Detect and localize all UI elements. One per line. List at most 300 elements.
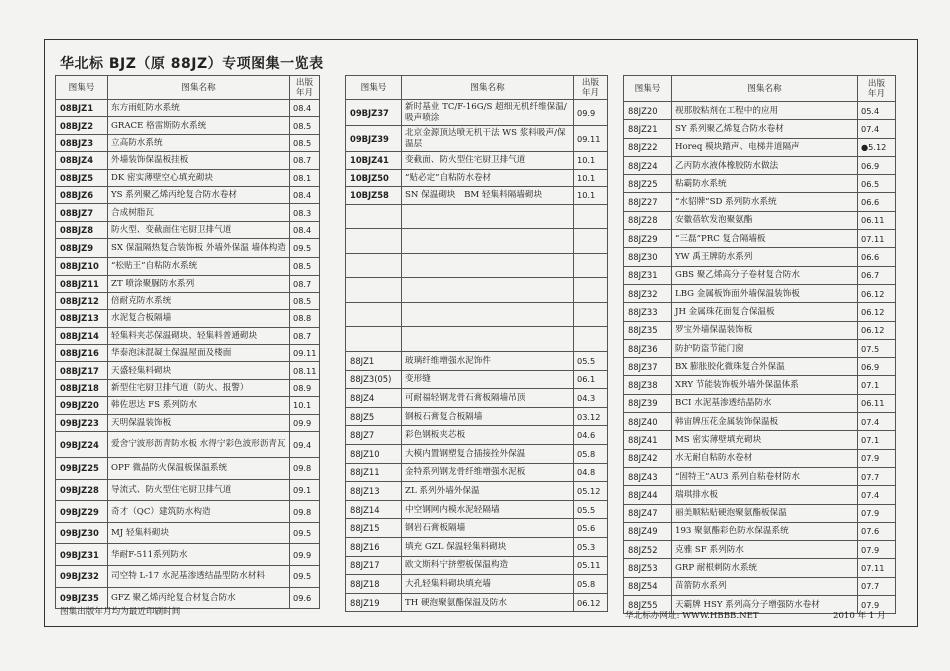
- table-row: [346, 593, 608, 612]
- publish-date: 09.8: [290, 501, 320, 523]
- atlas-code: 88JZ4: [346, 389, 402, 408]
- table-row: [624, 211, 896, 229]
- atlas-code: 88JZ11: [346, 463, 402, 482]
- publish-date: 06.11: [858, 394, 896, 412]
- publish-date: 07.9: [858, 449, 896, 467]
- table-row: [56, 169, 320, 186]
- atlas-name: DK 密实薄壁空心填充砌块: [108, 169, 290, 186]
- table-row: [56, 432, 320, 458]
- atlas-name: TH 硬泡聚氨酯保温及防水: [402, 593, 574, 612]
- table-row: [56, 479, 320, 501]
- col-header-name: 图集名称: [402, 76, 574, 100]
- atlas-code: 88JZ39: [624, 394, 672, 412]
- col-header-name: 图集名称: [672, 76, 858, 102]
- atlas-code: 88JZ29: [624, 230, 672, 248]
- publish-date: 06.12: [858, 321, 896, 339]
- atlas-name: 钢岩石膏板隔墙: [402, 519, 574, 538]
- empty-cell: [346, 327, 402, 352]
- table-row: [56, 544, 320, 566]
- empty-cell: [402, 253, 574, 278]
- atlas-code: 08BJZ11: [56, 275, 108, 292]
- table-row: [624, 102, 896, 120]
- empty-cell: [346, 278, 402, 303]
- publish-date: 08.5: [290, 258, 320, 275]
- table-row: [346, 389, 608, 408]
- atlas-code: 88JZ52: [624, 541, 672, 559]
- table-row: [624, 303, 896, 321]
- empty-cell: [402, 229, 574, 254]
- table-row: [624, 248, 896, 266]
- publish-date: 04.6: [574, 426, 608, 445]
- publish-date: 06.11: [858, 211, 896, 229]
- atlas-name: YS 系列聚乙烯丙纶复合防水卷材: [108, 186, 290, 203]
- empty-cell: [402, 204, 574, 229]
- atlas-name: 变截面、防火型住宅厨卫排气道: [402, 152, 574, 170]
- publish-date: 07.1: [858, 431, 896, 449]
- publish-date: 06.6: [858, 248, 896, 266]
- table-row: [346, 519, 608, 538]
- publish-date: 09.11: [290, 345, 320, 362]
- table-row: [56, 379, 320, 396]
- atlas-name: 彩色钢板夹芯板: [402, 426, 574, 445]
- publish-date: 07.7: [858, 467, 896, 485]
- publish-date: 06.12: [858, 303, 896, 321]
- atlas-code: 08BJZ18: [56, 379, 108, 396]
- table-row: [346, 463, 608, 482]
- table-row: [624, 431, 896, 449]
- atlas-code: 88JZ35: [624, 321, 672, 339]
- atlas-name: Horeq 模块踏声、电梯井道隔声: [672, 138, 858, 156]
- col-header-code: 图集号: [624, 76, 672, 102]
- publish-date: 06.12: [574, 593, 608, 612]
- publish-date: 05.4: [858, 102, 896, 120]
- atlas-name: 玻璃纤维增强水泥饰件: [402, 352, 574, 371]
- publish-date: 03.12: [574, 407, 608, 426]
- atlas-name: GRP 耐根刺防水系统: [672, 559, 858, 577]
- website-note: 华北标办网址: WWW.HBBB.NET: [625, 611, 759, 621]
- atlas-code: 88JZ42: [624, 449, 672, 467]
- publish-date: 07.11: [858, 230, 896, 248]
- empty-cell: [402, 327, 574, 352]
- publish-date: 08.3: [290, 204, 320, 221]
- table-row: [346, 538, 608, 557]
- table-row: [56, 345, 320, 362]
- atlas-code: 88JZ14: [346, 500, 402, 519]
- atlas-table-3: [623, 75, 896, 614]
- publish-date: 09.9: [290, 544, 320, 566]
- table-header-row: [56, 76, 320, 100]
- atlas-code: 88JZ10: [346, 445, 402, 464]
- table-row: [56, 275, 320, 292]
- publish-date: 05.5: [574, 352, 608, 371]
- atlas-code: 09BJZ37: [346, 100, 402, 126]
- atlas-code: 08BJZ8: [56, 221, 108, 238]
- atlas-code: 88JZ49: [624, 522, 672, 540]
- table-row: [56, 152, 320, 169]
- empty-cell: [402, 278, 574, 303]
- table-row: [56, 566, 320, 588]
- publish-date: 08.5: [290, 292, 320, 309]
- atlas-code: 88JZ27: [624, 193, 672, 211]
- atlas-code: 88JZ36: [624, 339, 672, 357]
- table-row: [624, 504, 896, 522]
- publish-date: 08.4: [290, 186, 320, 203]
- atlas-code: 88JZ7: [346, 426, 402, 445]
- atlas-code: 09BJZ35: [56, 587, 108, 609]
- atlas-code: 09BJZ24: [56, 432, 108, 458]
- publish-date: 10.1: [574, 169, 608, 187]
- table-row-blank: [346, 327, 608, 352]
- col-header-date: 出版 年月: [574, 76, 608, 100]
- atlas-name: 苗箭防水系列: [672, 577, 858, 595]
- atlas-name: “固特王”AU3 系列自粘卷材防水: [672, 467, 858, 485]
- atlas-code: 09BJZ25: [56, 458, 108, 480]
- atlas-name: 可耐福轻钢龙骨石膏板隔墙吊顶: [402, 389, 574, 408]
- table-row: [624, 266, 896, 284]
- atlas-code: 88JZ43: [624, 467, 672, 485]
- publish-date: 07.9: [858, 541, 896, 559]
- table-row: [624, 559, 896, 577]
- atlas-name: 天盛轻集料砌块: [108, 362, 290, 379]
- empty-cell: [574, 327, 608, 352]
- atlas-name: 倍耐克防水系统: [108, 292, 290, 309]
- table-row: [56, 327, 320, 344]
- publish-date: 09.5: [290, 239, 320, 258]
- publish-date: 07.5: [858, 339, 896, 357]
- table-row: [56, 522, 320, 544]
- table-row: [56, 292, 320, 309]
- publish-date: 10.1: [574, 152, 608, 170]
- atlas-name: MJ 轻集料砌块: [108, 522, 290, 544]
- table-row-blank: [346, 302, 608, 327]
- atlas-name: 奇才（QC）建筑防水构造: [108, 501, 290, 523]
- issue-date: 2010 年 1 月: [833, 611, 886, 621]
- publish-date: 07.7: [858, 577, 896, 595]
- table-row: [624, 321, 896, 339]
- table-row: [56, 458, 320, 480]
- atlas-name: SY 系列聚乙烯复合防水卷材: [672, 120, 858, 138]
- atlas-table-1: [55, 75, 320, 609]
- atlas-name: 变形缝: [402, 370, 574, 389]
- table-header-row: [624, 76, 896, 102]
- publish-date: 05.12: [574, 482, 608, 501]
- atlas-name: 导流式、防火型住宅厨卫排气道: [108, 479, 290, 501]
- table-header-row: [346, 76, 608, 100]
- atlas-code: 88JZ22: [624, 138, 672, 156]
- atlas-name: ZT 喷涂聚脲防水系列: [108, 275, 290, 292]
- footnote: 图集出版年月均为最近印刷时间: [60, 607, 181, 617]
- atlas-name: BCI 水泥基渗透结晶防水: [672, 394, 858, 412]
- table-row: [56, 204, 320, 221]
- atlas-code: 08BJZ14: [56, 327, 108, 344]
- atlas-name: “水貂牌”SD 系列防水系统: [672, 193, 858, 211]
- table-row: [346, 445, 608, 464]
- table-row: [624, 522, 896, 540]
- publish-date: 07.4: [858, 486, 896, 504]
- col-header-date: 出版 年月: [290, 76, 320, 100]
- publish-date: 09.9: [574, 100, 608, 126]
- page-title: 华北标 BJZ（原 88JZ）专项图集一览表: [60, 56, 324, 72]
- publish-date: 09.6: [290, 587, 320, 609]
- publish-date: 09.9: [290, 414, 320, 431]
- atlas-code: 88JZ3(05): [346, 370, 402, 389]
- atlas-name: “贴必定”自粘防水卷材: [402, 169, 574, 187]
- atlas-name: 中空钢网内模水泥轻隔墙: [402, 500, 574, 519]
- atlas-name: 罗宝外墙保温装饰板: [672, 321, 858, 339]
- atlas-name: 视那胶粘剂在工程中的应用: [672, 102, 858, 120]
- atlas-name: 韩佐思达 FS 系列防水: [108, 397, 290, 414]
- publish-date: 08.11: [290, 362, 320, 379]
- publish-date: 06.1: [574, 370, 608, 389]
- table-row: [624, 193, 896, 211]
- table-row-blank: [346, 204, 608, 229]
- atlas-name: 粘霸防水系统: [672, 175, 858, 193]
- publish-date: 07.1: [858, 376, 896, 394]
- atlas-code: 10BJZ58: [346, 187, 402, 205]
- table-row: [346, 187, 608, 205]
- atlas-name: 新时基业 TC/F-16G/S 超细无机纤维保温/吸声喷涂: [402, 100, 574, 126]
- atlas-name: YW 禹王牌防水系列: [672, 248, 858, 266]
- table-row: [346, 426, 608, 445]
- publish-date: 06.9: [858, 358, 896, 376]
- publish-date: 07.9: [858, 504, 896, 522]
- table-row: [624, 156, 896, 174]
- atlas-name: “三磊”PRC 复合隔墙板: [672, 230, 858, 248]
- table-row: [346, 152, 608, 170]
- publish-date: ●5.12: [858, 138, 896, 156]
- publish-date: 09.5: [290, 522, 320, 544]
- atlas-code: 88JZ21: [624, 120, 672, 138]
- empty-cell: [574, 302, 608, 327]
- atlas-name: 立高防水系统: [108, 134, 290, 151]
- table-row: [624, 449, 896, 467]
- atlas-name: 东方雨虹防水系统: [108, 100, 290, 117]
- table-row: [346, 500, 608, 519]
- atlas-code: 88JZ32: [624, 284, 672, 302]
- atlas-code: 88JZ25: [624, 175, 672, 193]
- table-row: [346, 370, 608, 389]
- table-row: [56, 414, 320, 431]
- table-row: [624, 138, 896, 156]
- publish-date: 06.9: [858, 156, 896, 174]
- publish-date: 05.5: [574, 500, 608, 519]
- atlas-name: SN 保温砌块 BM 轻集料隔墙砌块: [402, 187, 574, 205]
- table-row: [346, 169, 608, 187]
- table-row: [56, 186, 320, 203]
- atlas-name: GBS 聚乙烯高分子卷材复合防水: [672, 266, 858, 284]
- atlas-code: 88JZ53: [624, 559, 672, 577]
- atlas-code: 88JZ54: [624, 577, 672, 595]
- empty-cell: [574, 253, 608, 278]
- atlas-name: 填充 GZL 保温轻集料砌块: [402, 538, 574, 557]
- table-row: [346, 407, 608, 426]
- table-row: [56, 117, 320, 134]
- atlas-code: 10BJZ50: [346, 169, 402, 187]
- publish-date: 05.3: [574, 538, 608, 557]
- publish-date: 06.12: [858, 284, 896, 302]
- atlas-code: 08BJZ2: [56, 117, 108, 134]
- publish-date: 08.7: [290, 275, 320, 292]
- atlas-code: 88JZ33: [624, 303, 672, 321]
- atlas-name: 水泥复合板隔墙: [108, 310, 290, 327]
- atlas-code: 08BJZ1: [56, 100, 108, 117]
- table-row: [624, 339, 896, 357]
- publish-date: 08.4: [290, 100, 320, 117]
- atlas-code: 88JZ40: [624, 413, 672, 431]
- atlas-code: 08BJZ10: [56, 258, 108, 275]
- atlas-name: SX 保温隔热复合装饰板 外墙外保温 墙体构造: [108, 239, 290, 258]
- publish-date: 07.11: [858, 559, 896, 577]
- atlas-name: 防护防盗节能门窗: [672, 339, 858, 357]
- atlas-code: 08BJZ4: [56, 152, 108, 169]
- atlas-code: 88JZ18: [346, 575, 402, 594]
- publish-date: 05.6: [574, 519, 608, 538]
- empty-cell: [574, 204, 608, 229]
- atlas-code: 08BJZ5: [56, 169, 108, 186]
- empty-cell: [346, 302, 402, 327]
- atlas-name: 瑞琪排水板: [672, 486, 858, 504]
- atlas-code: 88JZ28: [624, 211, 672, 229]
- atlas-name: 丽美顺粘贴硬泡聚氨酯板保温: [672, 504, 858, 522]
- table-row: [624, 175, 896, 193]
- atlas-code: 88JZ1: [346, 352, 402, 371]
- table-row-blank: [346, 278, 608, 303]
- atlas-name: GFZ 聚乙烯丙纶复合材复合防水: [108, 587, 290, 609]
- atlas-name: 安徽蓓软发泡聚氨酯: [672, 211, 858, 229]
- table-row: [56, 397, 320, 414]
- atlas-code: 88JZ13: [346, 482, 402, 501]
- atlas-code: 09BJZ23: [56, 414, 108, 431]
- atlas-name: XRY 节能装饰板外墙外保温体系: [672, 376, 858, 394]
- publish-date: 05.8: [574, 575, 608, 594]
- atlas-name: MS 密实薄壁填充砌块: [672, 431, 858, 449]
- publish-date: 07.6: [858, 522, 896, 540]
- publish-date: 08.8: [290, 310, 320, 327]
- atlas-name: OPF 微晶防火保温板保温系统: [108, 458, 290, 480]
- table-row: [56, 362, 320, 379]
- atlas-name: “松贴王”自粘防水系统: [108, 258, 290, 275]
- publish-date: 08.4: [290, 221, 320, 238]
- atlas-name: 防火型、变截面住宅厨卫排气道: [108, 221, 290, 238]
- table-row: [56, 258, 320, 275]
- atlas-code: 09BJZ39: [346, 126, 402, 152]
- empty-cell: [574, 229, 608, 254]
- publish-date: 06.5: [858, 175, 896, 193]
- atlas-code: 08BJZ6: [56, 186, 108, 203]
- table-row: [624, 577, 896, 595]
- atlas-code: 09BJZ20: [56, 397, 108, 414]
- atlas-code: 88JZ5: [346, 407, 402, 426]
- table-row: [56, 134, 320, 151]
- atlas-name: 193 聚氨酯彩色防水保温系统: [672, 522, 858, 540]
- atlas-code: 88JZ16: [346, 538, 402, 557]
- table-row-blank: [346, 229, 608, 254]
- atlas-code: 88JZ47: [624, 504, 672, 522]
- atlas-name: 韩宙牌压花金属装饰保温板: [672, 413, 858, 431]
- publish-date: 04.3: [574, 389, 608, 408]
- table-row: [624, 467, 896, 485]
- publish-date: 07.9: [858, 596, 896, 614]
- atlas-name: LBG 金属板饰面外墙保温装饰板: [672, 284, 858, 302]
- table-row: [346, 482, 608, 501]
- atlas-code: 88JZ30: [624, 248, 672, 266]
- empty-cell: [346, 253, 402, 278]
- atlas-code: 08BJZ13: [56, 310, 108, 327]
- empty-cell: [574, 278, 608, 303]
- atlas-name: 合成树脂瓦: [108, 204, 290, 221]
- publish-date: 10.1: [574, 187, 608, 205]
- atlas-name: 天明保温装饰板: [108, 414, 290, 431]
- atlas-name: 乙丙防水液体橡胶防水做法: [672, 156, 858, 174]
- atlas-name: 欧文斯科宁挤塑板保温构造: [402, 556, 574, 575]
- table-row: [346, 126, 608, 152]
- publish-date: 09.1: [290, 479, 320, 501]
- col-header-date: 出版 年月: [858, 76, 896, 102]
- col-header-name: 图集名称: [108, 76, 290, 100]
- table-row: [624, 358, 896, 376]
- atlas-table-2: [345, 75, 608, 612]
- atlas-code: 88JZ15: [346, 519, 402, 538]
- publish-date: 09.11: [574, 126, 608, 152]
- empty-cell: [402, 302, 574, 327]
- publish-date: 06.7: [858, 266, 896, 284]
- publish-date: 07.4: [858, 120, 896, 138]
- table-row: [624, 486, 896, 504]
- atlas-code: 88JZ41: [624, 431, 672, 449]
- atlas-name: ZL 系列外墙外保温: [402, 482, 574, 501]
- table-row: [346, 556, 608, 575]
- atlas-name: 轻集料夹芯保温砌块、轻集料普通砌块: [108, 327, 290, 344]
- atlas-code: 88JZ38: [624, 376, 672, 394]
- atlas-code: 88JZ19: [346, 593, 402, 612]
- atlas-name: 天霸牌 HSY 系列高分子增强防水卷材: [672, 596, 858, 614]
- publish-date: 08.9: [290, 379, 320, 396]
- table-row: [624, 541, 896, 559]
- atlas-name: BX 膨胀胶化微珠复合外保温: [672, 358, 858, 376]
- atlas-code: 09BJZ30: [56, 522, 108, 544]
- publish-date: 07.4: [858, 413, 896, 431]
- col-header-code: 图集号: [346, 76, 402, 100]
- table-row: [624, 284, 896, 302]
- atlas-code: 88JZ31: [624, 266, 672, 284]
- atlas-name: 钢板石膏复合板隔墙: [402, 407, 574, 426]
- atlas-code: 10BJZ41: [346, 152, 402, 170]
- empty-cell: [346, 204, 402, 229]
- atlas-code: 88JZ24: [624, 156, 672, 174]
- publish-date: 08.7: [290, 152, 320, 169]
- atlas-code: 88JZ17: [346, 556, 402, 575]
- atlas-name: 新型住宅厨卫排气道（防火、报警）: [108, 379, 290, 396]
- table-row: [56, 310, 320, 327]
- atlas-code: 08BJZ3: [56, 134, 108, 151]
- atlas-code: 09BJZ32: [56, 566, 108, 588]
- atlas-code: 08BJZ7: [56, 204, 108, 221]
- atlas-code: 88JZ37: [624, 358, 672, 376]
- table-row: [56, 221, 320, 238]
- publish-date: 04.8: [574, 463, 608, 482]
- table-row: [624, 413, 896, 431]
- empty-cell: [346, 229, 402, 254]
- publish-date: 05.8: [574, 445, 608, 464]
- atlas-name: 华泰泡沫混凝土保温屋面及楼面: [108, 345, 290, 362]
- publish-date: 10.1: [290, 397, 320, 414]
- atlas-code: 09BJZ31: [56, 544, 108, 566]
- atlas-name: 金特系列钢龙骨纤维增强水泥板: [402, 463, 574, 482]
- table-row: [56, 100, 320, 117]
- publish-date: 09.4: [290, 432, 320, 458]
- atlas-code: 09BJZ29: [56, 501, 108, 523]
- atlas-name: 水无耐自粘防水卷材: [672, 449, 858, 467]
